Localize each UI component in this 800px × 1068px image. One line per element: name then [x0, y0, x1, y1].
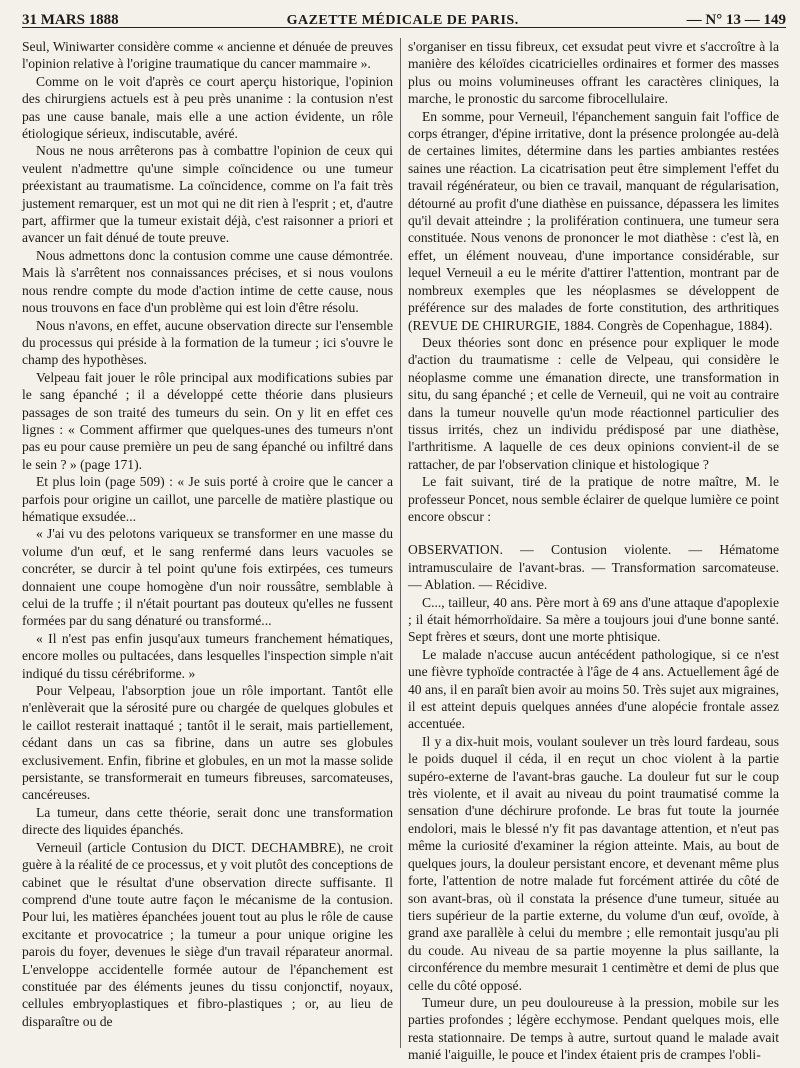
paragraph: Nous n'avons, en effet, aucune observation directe sur l'ensemble du processus qui préside à la formation de la tumeur ; ici s'ouvre le champ des hypothèses. [22, 317, 393, 368]
paragraph: Verneuil (article Contusion du DICT. DECHAMBRE), ne croit guère à la réalité de ce processus, et y voit plutôt des conceptions de cabinet que le résultat d'une observation directe suffisante. Il comprend d'une toute autre façon le mécanisme de la contusion. Pour lui, les matières épanchées jouent tout au plus le rôle de cause excitante et provocatrice ; la tumeur a pour unique origine les parois du foyer, devenues le siège d'un travail réparateur anormal. L'enveloppe accidentelle formée autour de l'épanchement est constituée par des éléments jeunes du tissu conjonctif, noyaux, cellules embryoplastiques et fibro-plastiques ; or, au lieu de disparaître ou de [22, 839, 393, 1029]
paragraph: Deux théories sont donc en présence pour expliquer le mode d'action du traumatisme : celle de Velpeau, qui considère le néoplasme comme une émanation directe, une transformation in situ, du sang épanché ; et celle de Verneuil, qui ne voit au contraire dans la tumeur nouvelle qu'un mode réactionnel particulier des tissus irrités, chez un individu prédisposé par une diathèse, l'arthritisme. A laquelle de ces deux opinions convient-il de se rattacher, de par l'observation clinique et histologique ? [408, 334, 779, 472]
paragraph: Nous admettons donc la contusion comme une cause démontrée. Mais là s'arrêtent nos connaissances précises, et si nous voulons nous rendre compte du mode d'action intime de cette cause, nous nous trouvons en face d'un problème qui est loin d'être résolu. [22, 247, 393, 316]
journal-title: GAZETTE MÉDICALE DE PARIS. [286, 13, 519, 28]
paragraph: Le fait suivant, tiré de la pratique de notre maître, M. le professeur Poncet, nous semble éclairer de quelque lumière ce point encore obscur : [408, 474, 779, 524]
page-number: 149 [763, 12, 786, 28]
paragraph: La tumeur, dans cette théorie, serait donc une transformation directe des liquides épanchés. [22, 804, 393, 838]
paragraph: OBSERVATION. — Contusion violente. — Hématome intramusculaire de l'avant-bras. — Transformation sarcomateuse. — Ablation. — Récidive. [408, 542, 779, 593]
paragraph: Le malade n'accuse aucun antécédent pathologique, si ce n'est une fièvre typhoïde contractée à l'âge de 4 ans. Actuellement âgé de 40 ans, il en paraît bien avoir au moins 50. Très sujet aux migraines, il est atteint depuis quelques années d'une alopécie frontale assez accentuée. [408, 646, 779, 732]
paragraph: En somme, pour Verneuil, l'épanchement sanguin fait l'office de corps étranger, d'épine irritative, dont la présence prolongée au-delà de certaines limites, détermine dans les parties ambiantes restées saines une réaction. La cicatrisation peut être simplement l'effet du travail régénérateur, ou bien ce travail, manquant de régularisation, détourné au profit d'une diathèse en puissance, dépassera les limites qu'il devait atteindre ; la prolifération continuera, une tumeur sera constituée. Nous venons de prononcer le mot diathèse : c'est là, en effet, un élément nouveau, d'une importance considérable, sur lequel Verneuil a eu le mérite d'attirer l'attention, montrant par de nombreux exemples que les néoplasmes se développent de préférence sur des malades de forte constitution, des arthritiques (REVUE DE CHIRURGIE, 1884. Congrès de Copenhague, 1884). [408, 108, 779, 333]
paragraph: Et plus loin (page 509) : « Je suis porté à croire que le cancer a parfois pour origine un caillot, une parcelle de matière plastique ou hématique exsudée... [22, 474, 393, 524]
paragraph: « Il n'est pas enfin jusqu'aux tumeurs franchement hématiques, encore molles ou pultacées, dans lesquelles l'inspection simple n'ait indiqué du tissu cérébriforme. » [22, 630, 393, 681]
paragraph: Comme on le voit d'après ce court aperçu historique, l'opinion des chirurgiens actuels est à peu près unanime : la contusion n'est pas une cause banale, mais elle a une action évidente, un rôle étiologique sérieux, indiscutable, avéré. [22, 73, 393, 142]
header-date: 31 MARS 1888 [22, 12, 119, 28]
paragraph: Nous ne nous arrêterons pas à combattre l'opinion de ceux qui veulent n'admettre qu'une simple coïncidence ou une tumeur préexistant au traumatisme. La coïncidence, comme on l'a fait très justement remarquer, est un mot qui ne dit rien à l'esprit ; et, d'autre part, affirmer que la tumeur existait déjà, c'est raisonner a priori et avancer un fait dénué de toute preuve. [22, 143, 393, 246]
paragraph: Velpeau fait jouer le rôle principal aux modifications subies par le sang épanché ; il a développé cette théorie dans plusieurs passages de son traité des tumeurs du sein. On y lit en effet ces lignes : « Comment affirmer que quelques-unes des tumeurs n'ont pas eu pour cause première un peu de sang épanché ou infiltré dans le sein ? » (page 171). [22, 369, 393, 472]
paragraph: Pour Velpeau, l'absorption joue un rôle important. Tantôt elle n'enlèverait que la sérosité pure ou chargée de quelques globules et le caillot resterait inattaqué ; tantôt il le serait, mais partiellement, cédant dans un cas sa fibrine, dans un autre ses globules exclusivement. Enfin, fibrine et globules, en un mot la masse solide persistante, se transformerait en tumeurs fibreuses, sarcomateuses, cancéreuses. [22, 683, 393, 803]
right-column [400, 38, 779, 1063]
left-column [22, 38, 400, 1048]
paragraph: Tumeur dure, un peu douloureuse à la pression, mobile sur les parties profondes ; légère ecchymose. Pendant quelques mois, elle resta stationnaire. De temps à autre, surtout quand le malade avait manié l'aiguille, le pouce et l'index étaient pris de crampes l'obli- [408, 994, 779, 1063]
paragraph: Il y a dix-huit mois, voulant soulever un très lourd fardeau, sous le poids duquel il céda, il en reçut un choc violent à la partie supéro-externe de l'avant-bras gauche. La douleur fut sur le coup très violente, et il avait au niveau du point traumatisé comme la sensation d'une déchirure profonde. Le bras fut toute la journée endolori, mais le blessé n'y fit pas davantage attention, et n'eut pas même la curiosité d'examiner la région atteinte. Mais, au bout de quelques jours, la douleur persistant encore, et devenant même plus forte, l'attention de notre malade fut forcément attirée du côté de son avant-bras, où il constata la présence d'une tumeur, située au tiers supérieur de la partie externe, du volume d'un œuf, ovoïde, à grand axe parallèle à celui du membre ; elle remontait jusqu'au pli du coude. Au niveau de sa partie moyenne la plus saillante, la circonférence du membre mesurait 1 centimètre et demi de plus que celle du côté opposé. [408, 733, 779, 993]
issue-number: — N° 13 — [686, 12, 760, 28]
header-page-info [687, 12, 786, 29]
paragraph: « J'ai vu des pelotons variqueux se transformer en une masse du volume d'un œuf, et le sang renfermé dans leurs vacuoles se concréter, se durcir à tel point qu'une fois extirpées, ces tumeurs donnaient une coupe homogène d'un noir roussâtre, semblable à celui de la truffe ; il n'était pourtant pas douteux qu'elles ne fussent formées par du sang dénaturé ou transformé... [22, 526, 393, 629]
page-header [22, 0, 786, 28]
paragraph: C..., tailleur, 40 ans. Père mort à 69 ans d'une attaque d'apoplexie ; il était hémorrhoïdaire. Sa mère a toujours joui d'une bonne santé. Sept frères et sœurs, dont une morte phtisique. [408, 594, 779, 645]
paragraph: Seul, Winiwarter considère comme « ancienne et dénuée de preuves l'opinion relative à l'origine traumatique du cancer mammaire ». [22, 39, 393, 72]
paragraph: s'organiser en tissu fibreux, cet exsudat peut vivre et s'accroître à la manière des kéloïdes cicatricielles ordinaires et former des masses plus ou moins volumineuses offrant les caractères cliniques, la marche, le pronostic du sarcome fibrocellulaire. [408, 39, 779, 107]
text-columns [22, 38, 786, 1063]
